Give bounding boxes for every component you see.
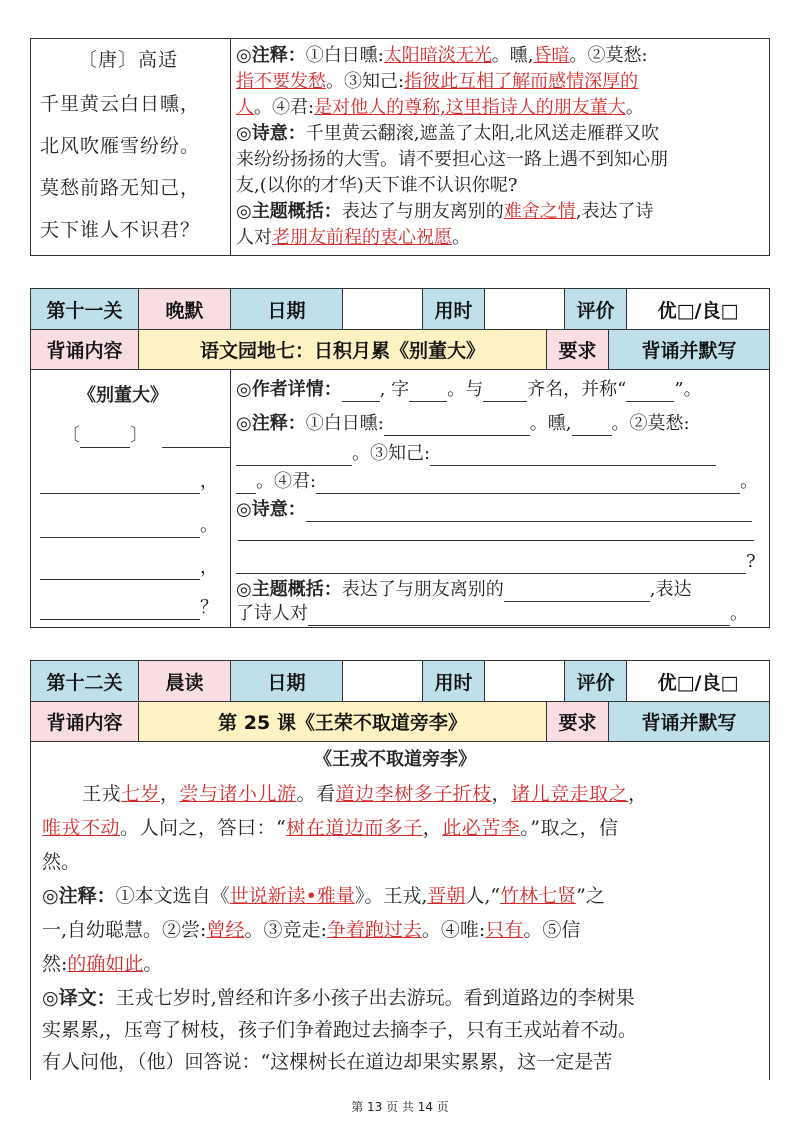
- duration-field[interactable]: [485, 289, 565, 330]
- notes-line-2: 指不要发愁。③知己:指彼此互相了解而感情深厚的: [236, 71, 639, 92]
- translation-line-3: 有人问他，（他）回答说：“这棵树长在道边却果实累累，这一定是苦: [42, 1051, 613, 1073]
- poem-line-4: 天下谁人不识君？: [40, 219, 201, 241]
- date-label: 日期: [231, 289, 343, 330]
- level-11-label: 第十一关: [31, 289, 139, 330]
- page-footer: 第 13 页 共 14 页: [351, 1100, 449, 1114]
- poem-title: 《别董大》: [78, 385, 168, 406]
- content-value: 第 25 课《王荣不取道旁李》: [139, 702, 547, 742]
- level-11-session: 晚默: [139, 289, 231, 330]
- poem-line-3: 莫愁前路无知己，: [40, 177, 201, 199]
- meaning-fill-1: ◎诗意：: [236, 498, 752, 522]
- translation-line-1: ◎译文：王戎七岁时,曾经和许多小孩子出去游玩。看到道路边的李树果: [42, 987, 635, 1009]
- content-label: 背诵内容: [31, 330, 139, 370]
- level-12-session: 晨读: [139, 661, 231, 702]
- requirement-value: 背诵并默写: [609, 702, 769, 742]
- text-title: 《王戎不取道旁李》: [314, 749, 476, 770]
- content-value: 语文园地七：日积月累《别董大》: [139, 330, 547, 370]
- rating-label: 评价: [565, 661, 627, 702]
- requirement-label: 要求: [547, 330, 609, 370]
- notes-fill-2: 。③知己:: [236, 442, 716, 466]
- notes-line-1: ◎注释：①白日曛:太阳暗淡无光。曛,昏暗。②莫愁:: [236, 45, 648, 66]
- meaning-fill-3: ?: [236, 550, 756, 574]
- rating-label: 评价: [565, 289, 627, 330]
- author-blank-line: 〔 〕: [62, 424, 230, 448]
- date-field[interactable]: [343, 289, 423, 330]
- column-divider: [230, 370, 231, 628]
- theme-fill-2: 了诗人对 。: [236, 603, 748, 624]
- text-line-1: 王戎七岁，尝与诸小儿游。看道边李树多子折枝，诸儿竞走取之，: [82, 783, 648, 805]
- meaning-line-1: ◎诗意：千里黄云翻滚,遮盖了太阳,北风送走雁群又吹: [236, 123, 660, 144]
- poem-author: 〔唐〕高适: [78, 49, 179, 71]
- duration-label: 用时: [423, 289, 485, 330]
- text-line-2: 唯戎不动。人问之，答曰：“树在道边而多子，此必苦李。”取之，信: [42, 817, 619, 839]
- notes-line-2: 一,自幼聪慧。②尝:曾经。③竞走:争着跑过去。④唯:只有。⑤信: [42, 919, 581, 941]
- level-12-label: 第十二关: [31, 661, 139, 702]
- poem-line-1: 千里黄云白日曛，: [40, 93, 201, 115]
- poem-fill-line-2: 。: [40, 514, 218, 538]
- column-divider: [230, 38, 231, 256]
- translation-line-2: 实累累,，压弯了树枝，孩子们争着跑过去摘李子，只有王戎站着不动。: [42, 1019, 638, 1041]
- content-label: 背诵内容: [31, 702, 139, 742]
- date-label: 日期: [231, 661, 343, 702]
- theme-fill-1: ◎主题概括：表达了与朋友离别的 ,表达: [236, 579, 692, 600]
- meaning-line-2: 来纷纷扬扬的大雪。请不要担心这一路上遇不到知心朋: [236, 149, 668, 170]
- requirement-value: 背诵并默写: [609, 330, 769, 370]
- meaning-fill-2: [238, 540, 754, 541]
- poem-fill-line-3: ，: [40, 556, 218, 580]
- notes-fill-3: 。④君: 。: [236, 470, 758, 494]
- poem-fill-line-1: ，: [40, 470, 218, 494]
- notes-line-3: 然:的确如此。: [42, 953, 163, 975]
- duration-field[interactable]: [485, 661, 565, 702]
- meaning-line-3: 友,(以你的才华)天下谁不认识你呢?: [236, 175, 518, 196]
- notes-line-1: ◎注释：①本文选自《世说新读•雅量》。王戎,晋朝人,“竹林七贤”之: [42, 885, 605, 907]
- author-details: ◎作者详情： , 字 。与 齐名，并称“ ”。: [236, 379, 702, 400]
- duration-label: 用时: [423, 661, 485, 702]
- rating-options[interactable]: 优□/良□: [627, 661, 769, 702]
- text-line-3: 然。: [42, 851, 81, 873]
- theme-line-2: 人对老朋友前程的衷心祝愿。: [236, 227, 470, 248]
- notes-line-3: 人。④君:是对他人的尊称,这里指诗人的朋友董大。: [236, 97, 644, 118]
- date-field[interactable]: [343, 661, 423, 702]
- requirement-label: 要求: [547, 702, 609, 742]
- poem-fill-line-4: ？: [40, 596, 218, 620]
- theme-line-1: ◎主题概括：表达了与朋友离别的难舍之情,表达了诗: [236, 201, 654, 222]
- notes-fill-1: ◎注释：①白日曛: 。曛, 。②莫愁:: [236, 413, 690, 434]
- poem-line-2: 北风吹雁雪纷纷。: [40, 135, 201, 157]
- rating-options[interactable]: 优□/良□: [627, 289, 769, 330]
